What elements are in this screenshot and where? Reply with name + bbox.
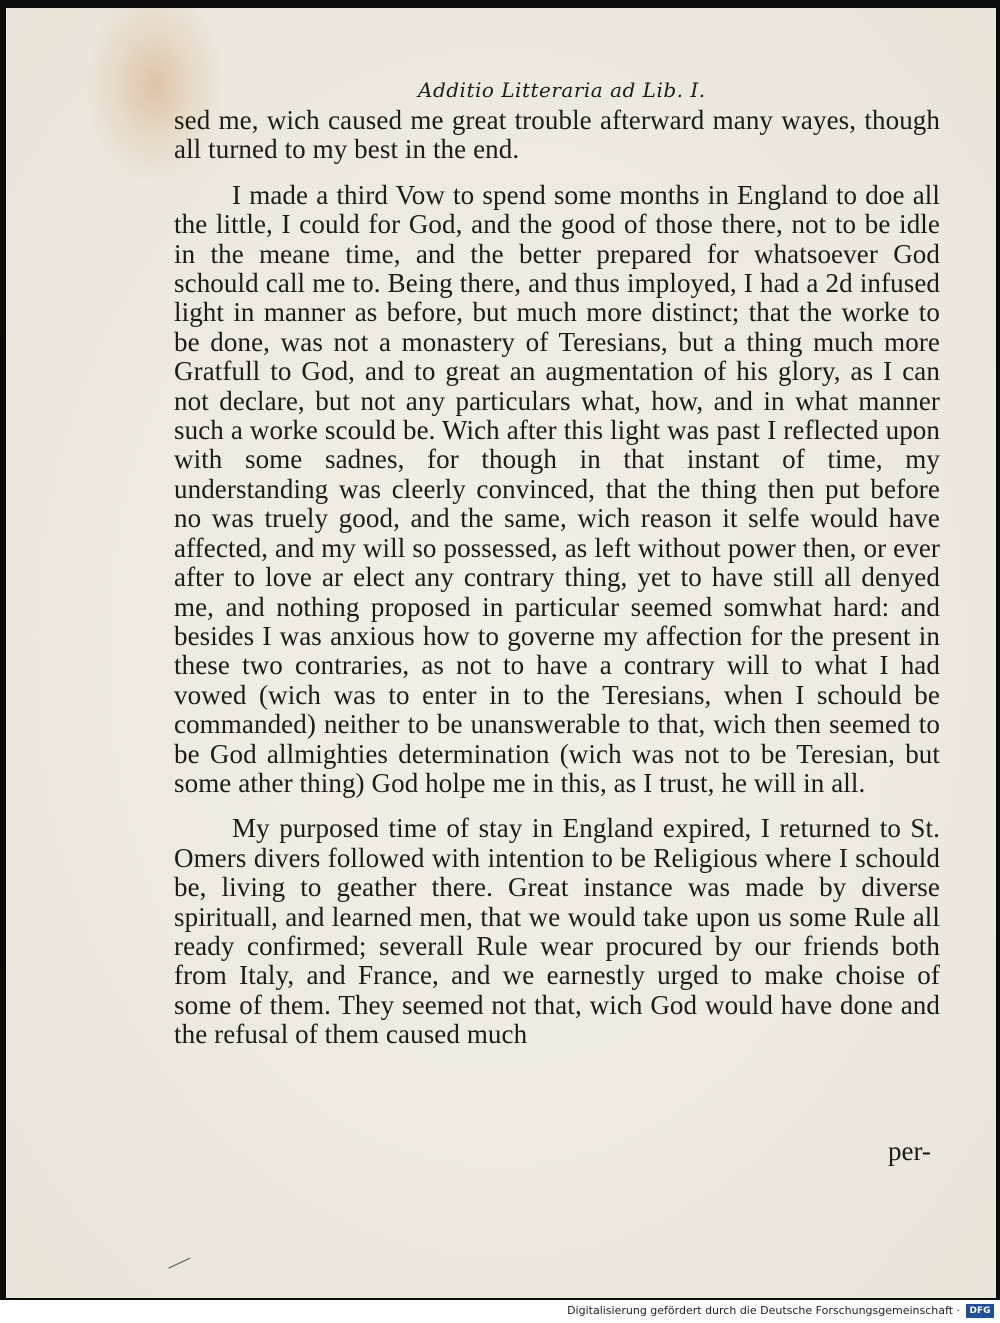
dfg-logo-icon: DFG bbox=[966, 1304, 994, 1318]
catchword: per- bbox=[888, 1136, 931, 1166]
running-header: Additio Litteraria ad Lib. I. bbox=[418, 78, 706, 102]
paragraph-third-vow: I made a third Vow to spend some months in England to doe all the little, I could for God, and the good of those there, not to be idle in the meane time, and the better prepared for whatsoever God schould call me to. Being there, and thus imployed, I had a 2d infused light in manner as before, but much more distinct; that the worke to be done, was not a monastery of Teresians, but a thing much more Gratfull to God, and to great an augmentation of his glory, as I can not declare, but not any particulars what, how, and in what manner such a worke scould be. Wich after this light was past I reflected upon with some sadnes, for though in that instant of time, my understanding was cleerly convinced, that the thing then put before no was truely good, and the same, wich reason it selfe would have affected, and my will so possessed, as left without power then, or ever after to love ar elect any contrary thing, yet to have still all denyed me, and nothing proposed in particular seemed somwhat hard: and besides I was anxious how to governe my affection for the present in these two contraries, as not to have a contrary will to what I had vowed (wich was to enter in to the Teresians, when I schould be commanded) neither to be unanswerable to that, wich then seemed to be God allmighties determination (wich was not to be Teresian, but some ather thing) God holpe me in this, as I trust, he will in all. bbox=[174, 179, 940, 798]
footer-credit: Digitalisierung gefördert durch die Deutsche Forschungsgemeinschaft · bbox=[567, 1304, 960, 1317]
paragraph-return-st-omers: My purposed time of stay in England expired, I returned to St. Omers divers followed with intention to be Religious where I schould be, living to geather there. Great instance was made by diverse spirituall, and learned men, that we would take upon us some Rule all ready confirmed; severall Rule wear procured by our friends both from Italy, and France, and we earnestly urged to make choise of some of them. They seemed not that, wich God would have done and the refusal of them caused much bbox=[174, 813, 940, 1050]
paragraph-continuation: sed me, wich caused me great trouble afterward many wayes, though all turned to my best in the end. bbox=[174, 105, 940, 165]
body-text bbox=[174, 106, 940, 1050]
footer-bar bbox=[0, 1300, 1000, 1323]
